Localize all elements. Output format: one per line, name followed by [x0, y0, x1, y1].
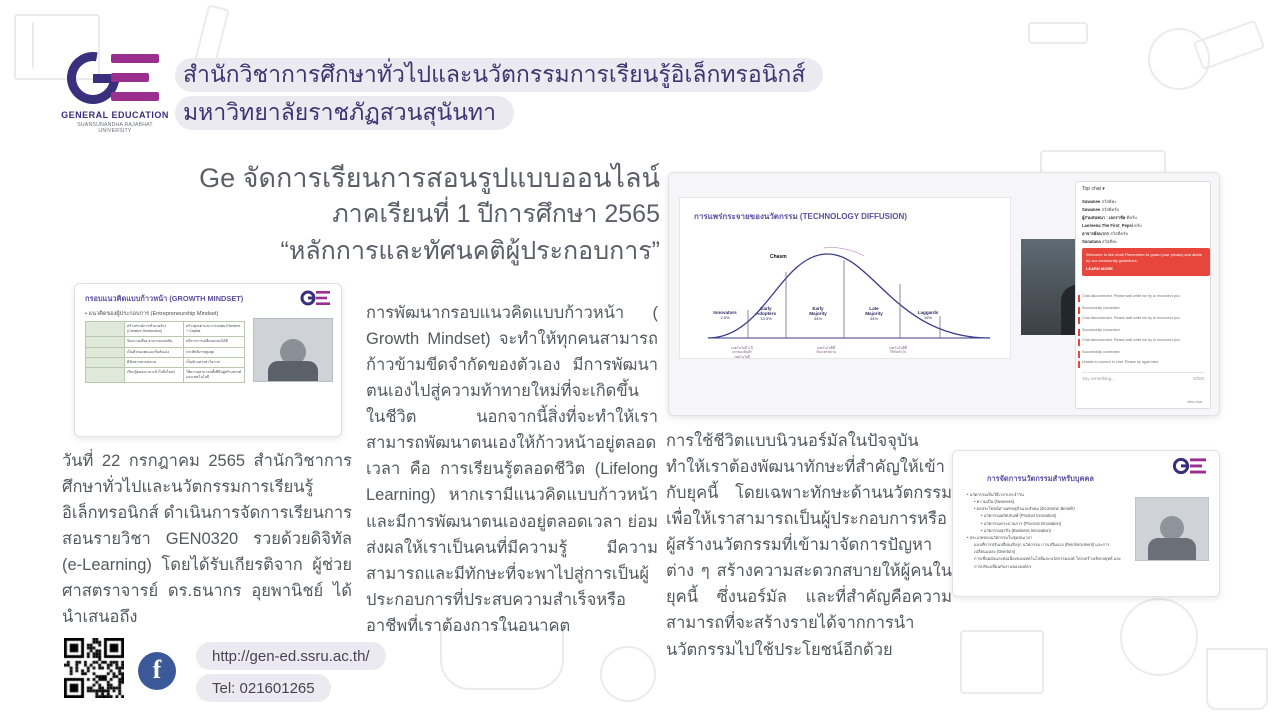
telephone-number: Tel: 021601265	[196, 674, 331, 702]
chat-view-link[interactable]: view chat	[1187, 400, 1202, 404]
list-item: การเชื่อมต่อและต่อเนื่องของเทคโนโลยีและนวัตกรรมองค์ โครงสร้างเชิงกลยุทธ์ และการปรับเปลี่ยนกับงานขององค์กร	[974, 556, 1122, 569]
logo-caption-main: GENERAL EDUCATION	[61, 110, 169, 120]
diffusion-curve	[704, 244, 994, 342]
list-item: • นวัตกรรมธุรกิจ (Business Innovation)	[981, 527, 1051, 533]
ge-logo-mark	[67, 52, 163, 104]
chat-notice-banner	[1082, 248, 1210, 276]
list-item: • นวัตกรรมผลิตภัณฑ์ (Product Innovation)	[981, 513, 1057, 519]
segment-label-innovators: Innovators 2.5%	[713, 310, 737, 320]
ge-logo-small-innov	[1171, 457, 1209, 475]
header-line-2-text: มหาวิทยาลัยราชภัฏสวนสุนันทา	[183, 99, 496, 125]
page-title-line-2: ภาคเรียนที่ 1 ปีการศึกษา 2565	[332, 200, 660, 229]
growth-slide-table	[85, 321, 245, 383]
diffusion-curve-svg	[704, 244, 994, 342]
learn-more-link[interactable]: LEARN MORE	[1086, 266, 1113, 272]
ge-logo	[60, 52, 170, 134]
segment-label-early-adopters: Early Adopters 13.5%	[755, 306, 777, 321]
body-column-left: วันที่ 22 กรกฎาคม 2565 สำนักวิชาการศึกษาทั่วไปและนวัตกรรมการเรียนรู้อิเล็กทรอนิกส์ ดำเนินการจัดการเรียนการสอนรายวิชา GEN0320 รวยด้วยดิจิทัล (e-Learning) โดยได้รับเกียรติจาก ผู้ช่วยศาสตราจารย์ ดร.ธนากร อุยพานิชย์ ได้นำเสนอถึง	[62, 452, 352, 627]
header-line-2	[175, 96, 514, 130]
avatar-body	[1148, 538, 1196, 560]
segment-label-late-majority: Late Majority 34%	[865, 306, 883, 321]
screenshot-growth-mindset	[74, 283, 342, 437]
logo-e-icon	[111, 54, 159, 102]
segment-label-early-majority: Early Majority 34%	[809, 306, 827, 321]
website-url[interactable]: http://gen-ed.ssru.ac.th/	[196, 642, 386, 670]
innovation-slide-body	[967, 491, 1127, 570]
diffusion-slide-title: การแพร่กระจายของนวัตกรรม (TECHNOLOGY DIFFUSION)	[694, 212, 907, 221]
table-row: เป็นตัวของตนเองเริ่มต้นเอง ประสิทธิภาพสูงสุด	[86, 347, 245, 357]
chasm-label: Chasm	[770, 254, 787, 260]
meeting-slide	[679, 197, 1011, 359]
chat-system-message: Chat disconnected. Please wait while we try to reconnect you.	[1082, 338, 1181, 342]
chat-system-message: Unable to connect to chat. Please try again later.	[1082, 360, 1160, 364]
diffusion-foot-label-1: เทคโนโลยี 2 ปี แรกของสินค้า เทคโนโลยี	[731, 346, 753, 359]
page-header	[0, 0, 1280, 140]
ge-logo-small-growth	[299, 290, 333, 306]
chevron-down-icon[interactable]: ▾	[1102, 186, 1105, 192]
table-row: รับความเสี่ยง สามารถแข่งขัน บริหารการเปลี่ยนแปลงได้ดี	[86, 337, 245, 347]
live-chat-panel[interactable]	[1075, 181, 1211, 409]
chat-message: Laoreena The First_Pepsi ครับ	[1082, 223, 1142, 228]
ge-logo-svg	[299, 290, 333, 306]
page-title	[60, 160, 660, 269]
growth-video-tile	[253, 318, 333, 382]
chat-input[interactable]	[1082, 372, 1204, 392]
chat-message: Sunatana สวัสดีค่ะ	[1082, 239, 1118, 244]
list-item: แบบที่การปรับเปลี่ยนเชิงรุก นวัตกรรม การเสริมแรง (Reinforcement) และการเปลี่ยนแปลง (Overturn)	[974, 542, 1110, 555]
chat-char-count: 0/200	[1193, 376, 1204, 381]
body-column-middle: การพัฒนากรอบแนวคิดแบบก้าวหน้า ( Growth Mindset) จะทำให้ทุกคนสามารถก้าวข้ามขีดจำกัดของตัวเอง มีการพัฒนาตนเองไปสู่ความท้าทายใหม่ที่จะเกิดขึ้นในชีวิต นอกจากนี้สิ่งที่จะทำให้เราสามารถพัฒนาตนเองให้ก้าวหน้าอยู่ตลอดเวลา คือ การเรียนรู้ตลอดชีวิต (Lifelong Learning) หากเรามีแนวคิดแบบก้าวหน้าและมีการพัฒนาตนเองอยู่ตลอดเวลา ย่อมส่งผลให้เราเป็นคนที่มีความรู้ มีความสามารถและมีทักษะที่จะพาไปสู่การเป็นผู้ประกอบการที่ประสบความสำเร็จหรืออาชีพที่เราต้องการในอนาคต	[366, 304, 658, 635]
innovation-slide-title: การจัดการนวัตกรรมสำหรับบุคคล	[987, 474, 1094, 483]
innovation-video-tile	[1135, 497, 1209, 561]
chat-system-message: Chat disconnected. Please wait while we try to reconnect you.	[1082, 316, 1181, 320]
chat-message: ผู้ร่วมสนทนา : เอกราชัย ดีครับ	[1082, 215, 1137, 220]
growth-slide-bullet: • แนวคิดของผู้ประกอบการ (Entrepreneurship Mindset)	[85, 311, 219, 317]
avatar	[1160, 516, 1184, 540]
chat-header[interactable]	[1082, 186, 1105, 192]
chat-system-message: Successfully connected	[1082, 350, 1120, 354]
ge-logo-svg	[1171, 457, 1209, 475]
list-item: • ประเภทของนวัตกรรมในชุมชนเวลา	[967, 534, 1033, 540]
doodle-pen-holder-icon	[1206, 648, 1268, 710]
list-item: • นวัตกรรมกระบวนการ (Process Innovation)	[981, 520, 1062, 526]
header-line-1-text: สำนักวิชาการศึกษาทั่วไปและนวัตกรรมการเรียนรู้อิเล็กทรอนิกส์	[183, 61, 806, 87]
growth-slide-title: กรอบแนวคิดแบบก้าวหน้า (GROWTH MINDSET)	[85, 294, 244, 303]
screenshot-innovation-management	[952, 450, 1220, 597]
doodle-clock-icon	[600, 646, 656, 702]
diffusion-foot-label-3: เทคโนโลยีที่ ใช้กันทั่วไป	[889, 346, 907, 355]
chat-system-message: Successfully connected	[1082, 328, 1120, 332]
chat-message: Suwanee สวัสดีค่ะ	[1082, 199, 1117, 204]
doodle-globe-icon	[1120, 598, 1198, 676]
chat-header-label: Top chat	[1082, 186, 1101, 192]
header-line-1	[175, 58, 823, 92]
segment-label-laggards: Laggards 16%	[917, 310, 939, 320]
qr-code	[64, 638, 124, 698]
list-item: • ผลประโยชน์ทางเศรษฐกิจและสังคม (Economic Benefit)	[974, 506, 1075, 512]
doodle-notebook-icon	[960, 630, 1044, 694]
screenshot-online-meeting	[668, 172, 1220, 416]
page-title-line-1: Ge จัดการเรียนการสอนรูปแบบออนไลน์	[199, 163, 660, 193]
list-item: • นวัตกรรมเป็นวิธีเวลาประจำวัน	[967, 492, 1024, 497]
diffusion-foot-label-2: เทคโนโลยีที่ เริ่มแพร่หลาย	[816, 346, 836, 355]
table-row: มีทักษะหลากหลาย เป็นนักแสวงหาโอกาส	[86, 357, 245, 367]
chat-system-message: Chat disconnected. Please wait while we try to reconnect you.	[1082, 294, 1181, 298]
list-item: • ความเป็น (Newness)	[974, 499, 1015, 505]
logo-caption	[60, 110, 170, 134]
chat-message: Suwanee สวัสดีครับ	[1082, 207, 1120, 212]
qr-code-canvas	[64, 638, 124, 698]
chat-system-message: Successfully connected	[1082, 306, 1120, 310]
avatar-body	[268, 361, 318, 381]
facebook-icon[interactable]: f	[138, 652, 176, 690]
body-column-right: การใช้ชีวิตแบบนิวนอร์มัลในปัจจุบันทำให้เราต้องพัฒนาทักษะที่สำคัญให้เข้ากับยุคนี้ โดยเฉพาะทักษะด้านนวัตกรรมเพื่อให้เราสามารถเป็นผู้ประกอบการหรือผู้สร้างนวัตกรรมที่เข้ามาจัดการปัญหาต่าง ๆ สร้างความสะดวกสบายให้ผู้คนในยุคนี้ ซึ่งนอร์มัล และที่สำคัญคือความสามารถที่จะสร้างรายได้จากการนำนวัตกรรมไปใช้ประโยชน์อีกด้วย	[666, 432, 952, 659]
chat-notice-text: Welcome to live chat! Remember to guard your privacy and abide by our community guidelines.	[1086, 252, 1202, 263]
logo-caption-sub: SUANSUNANDHA RAJABHAT UNIVERSITY	[77, 122, 153, 134]
page-title-line-3: “หลักการและทัศนคติผู้ประกอบการ”	[280, 236, 660, 265]
table-row: สร้างสรรค์การทำลายล้าง (Creative Destruction) สร้างคุณค่าและการลงทุน Element + Capital	[86, 322, 245, 337]
chat-message: อาจารย์ธนากร สวัสดีครับ	[1082, 231, 1128, 236]
chat-input-placeholder: Say something...	[1082, 376, 1115, 381]
table-row: เรียนรู้ตลอดเวลาเข้าใจสิ่งใหม่ๆ ใช้ความสามารถทั้งที่มีอยู่สร้างสรรค์และเทคโนโลยี	[86, 368, 245, 383]
